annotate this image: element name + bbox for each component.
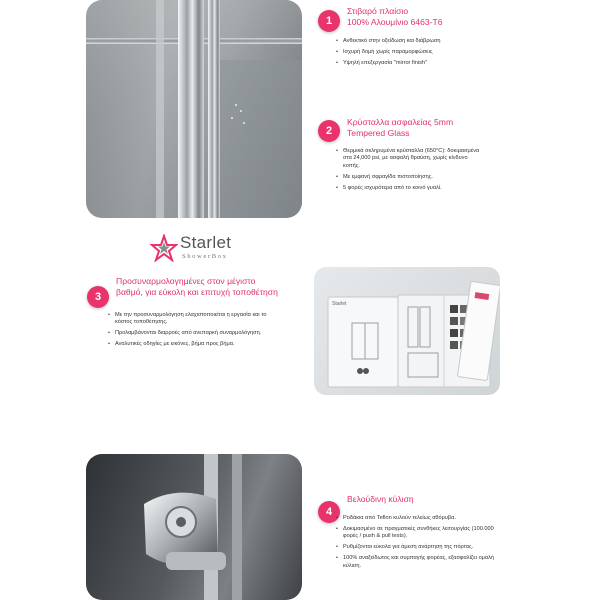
- list-item: • Με την προσυναρμολόγηση ελαχιστοποιείται η εργασία και το κόστος τοποθέτησης.: [108, 312, 278, 327]
- list-item: • Ρυθμίζονται εύκολα για άμεση ανάρτηση της πόρτας.: [336, 544, 504, 551]
- logo-subtitle: ShowerBox: [182, 253, 228, 260]
- installation-manual-photo: [314, 267, 500, 395]
- list-item: • Ανθεκτικό στην οξείδωση και διάβρωση: [336, 38, 516, 45]
- feature-bullet-list: [108, 312, 278, 352]
- list-item: • Αναλυτικές οδηγίες με εικόνες, βήμα προς βήμα.: [108, 341, 278, 348]
- feature-number-badge: 1: [318, 10, 340, 32]
- list-item: • 100% αναξείδωτος και συμπαγής φορέας, εξασφαλίζει ομαλή κύλιση.: [336, 555, 504, 570]
- aluminium-frame-photo: [86, 0, 302, 218]
- feature-title: Βελούδινη κύλιση: [347, 494, 414, 504]
- feature-number-badge: 2: [318, 120, 340, 142]
- list-item: • Δοκιμασμένο σε πραγματικές συνθήκες λειτουργίας (100.000 φορές / push & pull tests).: [336, 526, 504, 541]
- list-item: • Ροδάκια από Teflon κυλούν τελείως αθόρυβα.: [336, 515, 504, 522]
- feature-title: Κρύσταλλα ασφαλείας 5mm Tempered Glass: [347, 117, 454, 138]
- feature-title: Στιβαρό πλαίσιο 100% Αλουμίνιο 6463-T6: [347, 6, 443, 27]
- starlet-logo: [150, 232, 260, 268]
- logo-wordmark: Starlet: [180, 233, 232, 252]
- starlet-logo-icon: [150, 234, 178, 262]
- roller-photo: [86, 454, 302, 600]
- feature-number-badge: 3: [87, 286, 109, 308]
- feature-bullet-list: [336, 38, 516, 71]
- feature-title: Προσυναρμολογημένες στον μέγιστο βαθμό, για εύκολη και επιτυχή τοποθέτηση: [116, 276, 278, 297]
- list-item: • Με εμφανή σφραγίδα πιστοποίησης.: [336, 174, 486, 181]
- feature-bullet-list: [336, 148, 486, 196]
- list-item: • Υψηλή επεξεργασία "mirror finish": [336, 60, 516, 67]
- feature-number-badge: 4: [318, 501, 340, 523]
- manual-cover-brand: Starlet: [332, 301, 347, 307]
- list-item: • 5 φορές ισχυρότερα από το κοινό γυαλί.: [336, 185, 486, 192]
- feature-bullet-list: [336, 515, 504, 573]
- list-item: • Προλαμβάνονται διαρροές από ανεπαρκή συναρμολόγηση.: [108, 330, 278, 337]
- list-item: • Ισχυρή δομή χωρίς παραμορφώσεις: [336, 49, 516, 56]
- list-item: • Θερμικά σκληρυμένα κρύσταλλα (650°C): δοκιμασμένα στα 24,000 psi, με ασφαλή θραύση, χωρίς κίνδυνο κοπής.: [336, 148, 486, 170]
